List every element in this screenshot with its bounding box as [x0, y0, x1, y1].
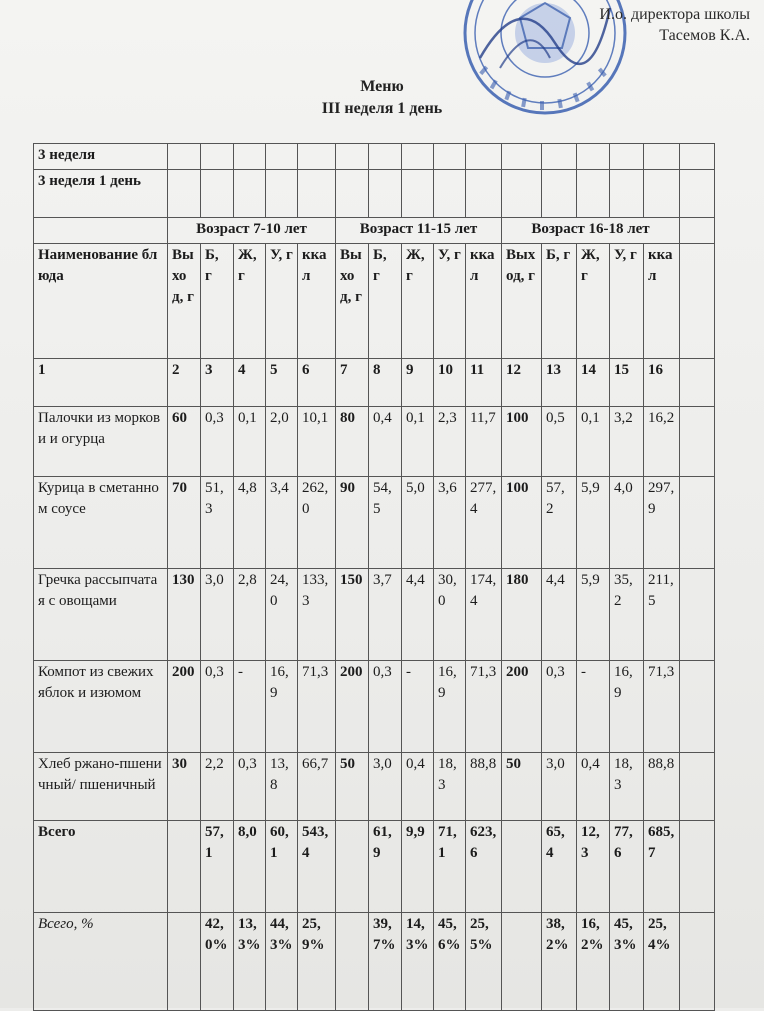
nutrient-value: 4,0 — [610, 477, 644, 569]
portion-value: 200 — [336, 661, 369, 753]
director-name: Тасемов К.А. — [659, 27, 750, 44]
total-percent-value: 25,4% — [644, 913, 680, 1011]
nutrient-value: 24,0 — [266, 569, 298, 661]
nutrient-value: 4,4 — [542, 569, 577, 661]
total-percent-value — [336, 913, 369, 1011]
total-value — [502, 821, 542, 913]
nutrient-value: 88,8 — [644, 753, 680, 821]
column-number: 2 — [168, 359, 201, 407]
column-header: Б, г — [201, 244, 234, 359]
column-header: ккал — [298, 244, 336, 359]
total-percent-value: 38,2% — [542, 913, 577, 1011]
portion-value: 50 — [502, 753, 542, 821]
column-header: ккал — [644, 244, 680, 359]
nutrient-value: - — [402, 661, 434, 753]
table-cell — [680, 407, 715, 477]
menu-title: Меню — [360, 78, 404, 95]
nutrient-value: 4,8 — [234, 477, 266, 569]
nutrient-value: 30,0 — [434, 569, 466, 661]
portion-value: 80 — [336, 407, 369, 477]
age-group-header-3: Возраст 16-18 лет — [502, 218, 680, 244]
table-cell — [234, 144, 266, 170]
nutrient-value: 13,8 — [266, 753, 298, 821]
table-cell — [610, 170, 644, 218]
table-cell — [644, 144, 680, 170]
table-cell — [577, 170, 610, 218]
nutrient-value: 0,3 — [369, 661, 402, 753]
week-day-label: 3 неделя 1 день — [34, 170, 168, 218]
nutrient-value: 71,3 — [466, 661, 502, 753]
table-cell — [234, 170, 266, 218]
total-value: 60,1 — [266, 821, 298, 913]
table-cell — [298, 170, 336, 218]
total-percent-value: 25,9% — [298, 913, 336, 1011]
table-cell — [610, 144, 644, 170]
portion-value: 200 — [168, 661, 201, 753]
total-percent-value: 45,6% — [434, 913, 466, 1011]
portion-value: 50 — [336, 753, 369, 821]
nutrient-value: 3,0 — [201, 569, 234, 661]
column-number: 1 — [34, 359, 168, 407]
age-group-header-1: Возраст 7-10 лет — [168, 218, 336, 244]
table-cell — [542, 144, 577, 170]
total-percent-value — [502, 913, 542, 1011]
table-cell — [402, 144, 434, 170]
nutrient-value: 0,4 — [369, 407, 402, 477]
dish-name-header: Наименование блюда — [34, 244, 168, 359]
table-cell — [577, 144, 610, 170]
table-cell — [434, 170, 466, 218]
nutrient-value: - — [234, 661, 266, 753]
dish-row — [34, 661, 715, 753]
portion-value: 200 — [502, 661, 542, 753]
nutrient-value: 0,5 — [542, 407, 577, 477]
age-group-header-2: Возраст 11-15 лет — [336, 218, 502, 244]
column-header: Ж, г — [234, 244, 266, 359]
table-cell — [680, 244, 715, 359]
table-cell — [680, 218, 715, 244]
nutrient-value: 0,1 — [234, 407, 266, 477]
column-number: 7 — [336, 359, 369, 407]
table-cell — [680, 821, 715, 913]
empty-corner — [34, 218, 168, 244]
table-cell — [466, 170, 502, 218]
column-number: 3 — [201, 359, 234, 407]
total-value — [168, 821, 201, 913]
column-header: У, г — [266, 244, 298, 359]
dish-row — [34, 477, 715, 569]
total-value: 12,3 — [577, 821, 610, 913]
column-number: 14 — [577, 359, 610, 407]
total-value: 61,9 — [369, 821, 402, 913]
total-value: 57,1 — [201, 821, 234, 913]
total-value — [336, 821, 369, 913]
total-value: 65,4 — [542, 821, 577, 913]
total-value: 77,6 — [610, 821, 644, 913]
table-cell — [466, 144, 502, 170]
nutrient-value: 16,2 — [644, 407, 680, 477]
nutrient-value: 2,3 — [434, 407, 466, 477]
table-cell — [201, 170, 234, 218]
table-cell — [266, 170, 298, 218]
table-cell — [168, 170, 201, 218]
column-number: 8 — [369, 359, 402, 407]
table-cell — [336, 170, 369, 218]
nutrient-value: 2,8 — [234, 569, 266, 661]
nutrient-value: 277,4 — [466, 477, 502, 569]
column-header: Ж, г — [577, 244, 610, 359]
nutrient-value: 0,1 — [577, 407, 610, 477]
portion-value: 180 — [502, 569, 542, 661]
table-cell — [680, 170, 715, 218]
dish-name: Гречка рассыпчатая с овощами — [34, 569, 168, 661]
week-day-row — [34, 170, 715, 218]
nutrient-value: 35,2 — [610, 569, 644, 661]
portion-value: 130 — [168, 569, 201, 661]
dish-name: Компот из свежих яблок и изюмом — [34, 661, 168, 753]
approval-header — [520, 4, 750, 46]
dish-name: Палочки из моркови и огурца — [34, 407, 168, 477]
nutrient-value: 11,7 — [466, 407, 502, 477]
total-percent-value: 42,0% — [201, 913, 234, 1011]
table-cell — [680, 569, 715, 661]
column-header: Выход, г — [336, 244, 369, 359]
column-number-row — [34, 359, 715, 407]
column-number: 12 — [502, 359, 542, 407]
table-cell — [369, 144, 402, 170]
column-header: У, г — [610, 244, 644, 359]
total-value: 71,1 — [434, 821, 466, 913]
portion-value: 30 — [168, 753, 201, 821]
nutrient-value: 5,9 — [577, 477, 610, 569]
dish-name: Курица в сметанном соусе — [34, 477, 168, 569]
table-cell — [369, 170, 402, 218]
table-cell — [168, 144, 201, 170]
nutrient-value: 16,9 — [266, 661, 298, 753]
menu-subtitle: III неделя 1 день — [321, 100, 443, 117]
nutrient-value: 0,3 — [201, 407, 234, 477]
portion-value: 70 — [168, 477, 201, 569]
column-number: 10 — [434, 359, 466, 407]
nutrient-value: 18,3 — [610, 753, 644, 821]
nutrient-value: 57,2 — [542, 477, 577, 569]
nutrient-value: - — [577, 661, 610, 753]
total-value: 8,0 — [234, 821, 266, 913]
nutrient-value: 0,4 — [577, 753, 610, 821]
nutrient-value: 0,3 — [542, 661, 577, 753]
age-group-row — [34, 218, 715, 244]
nutrient-value: 3,6 — [434, 477, 466, 569]
nutrient-value: 4,4 — [402, 569, 434, 661]
portion-value: 100 — [502, 477, 542, 569]
total-row — [34, 821, 715, 913]
nutrient-value: 3,0 — [542, 753, 577, 821]
table-cell — [434, 144, 466, 170]
nutrient-value: 2,2 — [201, 753, 234, 821]
table-cell — [680, 144, 715, 170]
nutrient-value: 16,9 — [434, 661, 466, 753]
table-cell — [680, 359, 715, 407]
nutrient-value: 16,9 — [610, 661, 644, 753]
column-number: 11 — [466, 359, 502, 407]
table-cell — [680, 661, 715, 753]
table-cell — [201, 144, 234, 170]
total-percent-value: 13,3% — [234, 913, 266, 1011]
dish-row — [34, 753, 715, 821]
column-header: Выход, г — [168, 244, 201, 359]
dish-row — [34, 569, 715, 661]
column-header: Ж, г — [402, 244, 434, 359]
week-label: 3 неделя — [34, 144, 168, 170]
total-percent-value: 44,3% — [266, 913, 298, 1011]
total-value: 623,6 — [466, 821, 502, 913]
nutrient-value: 71,3 — [298, 661, 336, 753]
column-header: У, г — [434, 244, 466, 359]
table-cell — [680, 753, 715, 821]
nutrient-value: 3,4 — [266, 477, 298, 569]
column-header-row — [34, 244, 715, 359]
table-cell — [502, 144, 542, 170]
nutrient-value: 3,7 — [369, 569, 402, 661]
nutrient-value: 18,3 — [434, 753, 466, 821]
nutrient-value: 3,2 — [610, 407, 644, 477]
nutrient-value: 174,4 — [466, 569, 502, 661]
nutrient-value: 2,0 — [266, 407, 298, 477]
total-percent-value: 25,5% — [466, 913, 502, 1011]
total-percent-value: 45,3% — [610, 913, 644, 1011]
column-number: 4 — [234, 359, 266, 407]
nutrient-value: 0,3 — [234, 753, 266, 821]
column-number: 9 — [402, 359, 434, 407]
portion-value: 60 — [168, 407, 201, 477]
nutrient-value: 5,0 — [402, 477, 434, 569]
column-number: 16 — [644, 359, 680, 407]
nutrient-value: 71,3 — [644, 661, 680, 753]
nutrient-value: 10,1 — [298, 407, 336, 477]
table-cell — [644, 170, 680, 218]
nutrient-value: 133,3 — [298, 569, 336, 661]
nutrient-value: 211,5 — [644, 569, 680, 661]
nutrient-value: 51,3 — [201, 477, 234, 569]
nutrient-value: 0,4 — [402, 753, 434, 821]
table-cell — [542, 170, 577, 218]
nutrient-value: 66,7 — [298, 753, 336, 821]
total-percent-value: 39,7% — [369, 913, 402, 1011]
nutrient-value: 0,1 — [402, 407, 434, 477]
total-percent-row — [34, 913, 715, 1011]
column-header: Б, г — [542, 244, 577, 359]
portion-value: 90 — [336, 477, 369, 569]
total-label: Всего — [34, 821, 168, 913]
column-header: Выход, г — [502, 244, 542, 359]
column-number: 5 — [266, 359, 298, 407]
nutrient-value: 297,9 — [644, 477, 680, 569]
table-cell — [266, 144, 298, 170]
table-cell — [680, 477, 715, 569]
total-value: 9,9 — [402, 821, 434, 913]
column-header: Б, г — [369, 244, 402, 359]
total-percent-value — [168, 913, 201, 1011]
dish-row — [34, 407, 715, 477]
table-cell — [402, 170, 434, 218]
total-percent-label: Всего, % — [34, 913, 168, 1011]
nutrient-value: 54,5 — [369, 477, 402, 569]
column-header: ккал — [466, 244, 502, 359]
column-number: 13 — [542, 359, 577, 407]
week-row — [34, 144, 715, 170]
total-value: 543,4 — [298, 821, 336, 913]
portion-value: 150 — [336, 569, 369, 661]
portion-value: 100 — [502, 407, 542, 477]
column-number: 6 — [298, 359, 336, 407]
nutrient-value: 5,9 — [577, 569, 610, 661]
nutrient-value: 3,0 — [369, 753, 402, 821]
nutrient-value: 262,0 — [298, 477, 336, 569]
menu-table — [33, 143, 715, 1011]
dish-name: Хлеб ржано-пшеничный/ пшеничный — [34, 753, 168, 821]
nutrient-value: 0,3 — [201, 661, 234, 753]
total-value: 685,7 — [644, 821, 680, 913]
total-percent-value: 14,3% — [402, 913, 434, 1011]
nutrient-value: 88,8 — [466, 753, 502, 821]
table-cell — [336, 144, 369, 170]
table-cell — [502, 170, 542, 218]
column-number: 15 — [610, 359, 644, 407]
table-cell — [680, 913, 715, 1011]
director-line: И.о. директора школы — [599, 6, 750, 23]
table-cell — [298, 144, 336, 170]
total-percent-value: 16,2% — [577, 913, 610, 1011]
